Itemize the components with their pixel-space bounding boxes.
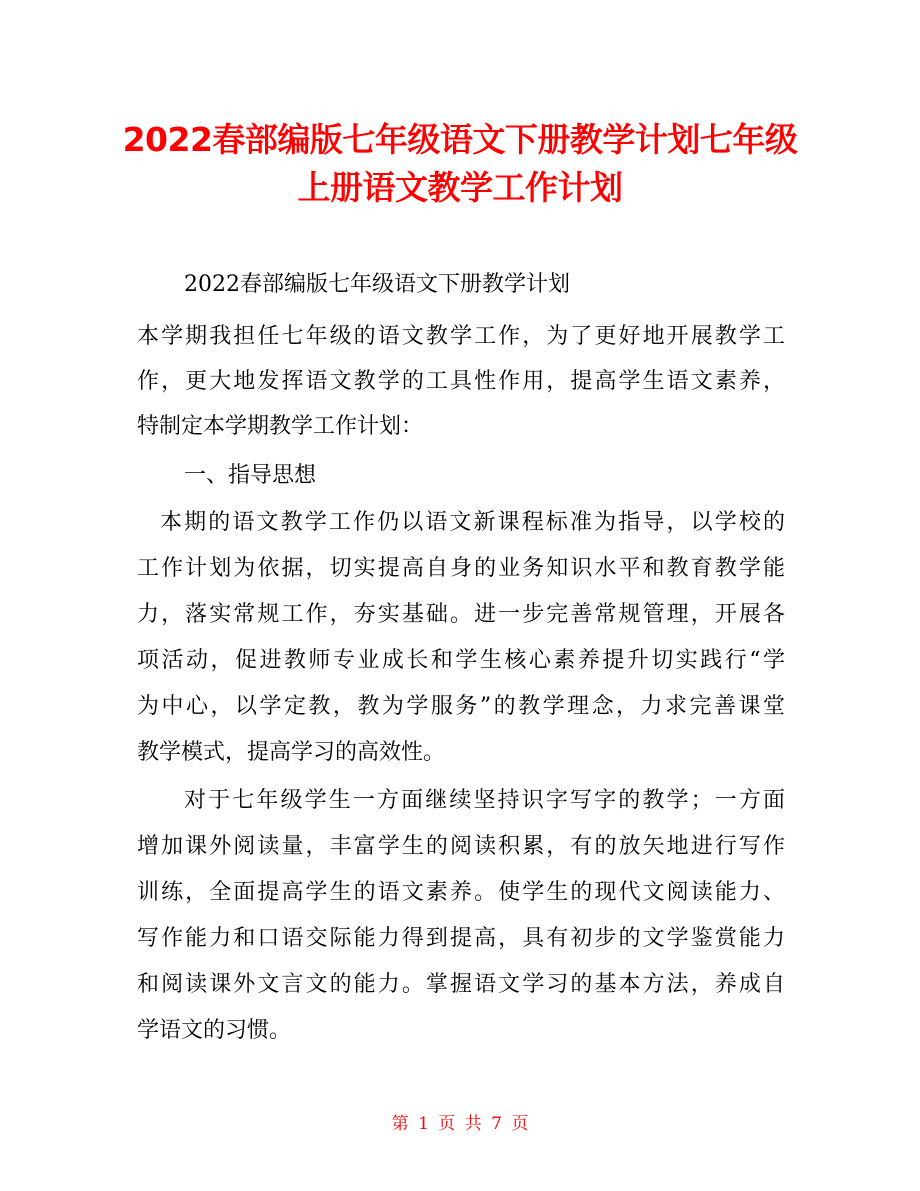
body-line: 和阅读课外文言文的能力。掌握语文学习的基本方法，养成自 [137,972,785,997]
body-line: 写作能力和口语交际能力得到提高，具有初步的文学鉴赏能力 [137,926,785,951]
body-line: 对于七年级学生一方面继续坚持识字写字的教学；一方面 [184,788,785,813]
body-line: 训练，全面提高学生的语文素养。使学生的现代文阅读能力、 [137,880,785,905]
body-line: 本学期我担任七年级的语文教学工作，为了更好地开展教学工 [137,324,785,349]
body-line: 教学模式，提高学习的高效性。 [137,740,446,765]
body-line: 项活动，促进教师专业成长和学生核心素养提升切实践行“学 [137,648,785,673]
body-line: 学语文的习惯。 [137,1018,292,1043]
body-line: 作，更大地发挥语文教学的工具性作用，提高学生语文素养， [137,369,785,394]
document-title-line-1: 2022春部编版七年级语文下册教学计划七年级 [122,120,798,159]
subtitle-paragraph: 2022春部编版七年级语文下册教学计划 [184,272,570,297]
page-number-footer: 第 1 页 共 7 页 [391,1114,529,1134]
body-line: 工作计划为依据，切实提高自身的业务知识水平和教育教学能 [137,556,785,581]
document-title-line-2: 上册语文教学工作计划 [297,168,623,207]
body-line: 为中心，以学定教，教为学服务”的教学理念，力求完善课堂 [137,694,785,719]
section-heading: 一、指导思想 [184,463,317,488]
body-line: 特制定本学期教学工作计划： [137,414,424,439]
body-line: 增加课外阅读量，丰富学生的阅读积累，有的放矢地进行写作 [137,834,785,859]
body-line: 力，落实常规工作，夯实基础。进一步完善常规管理，开展各 [137,602,785,627]
body-line: 本期的语文教学工作仍以语文新课程标准为指导，以学校的 [160,510,785,535]
